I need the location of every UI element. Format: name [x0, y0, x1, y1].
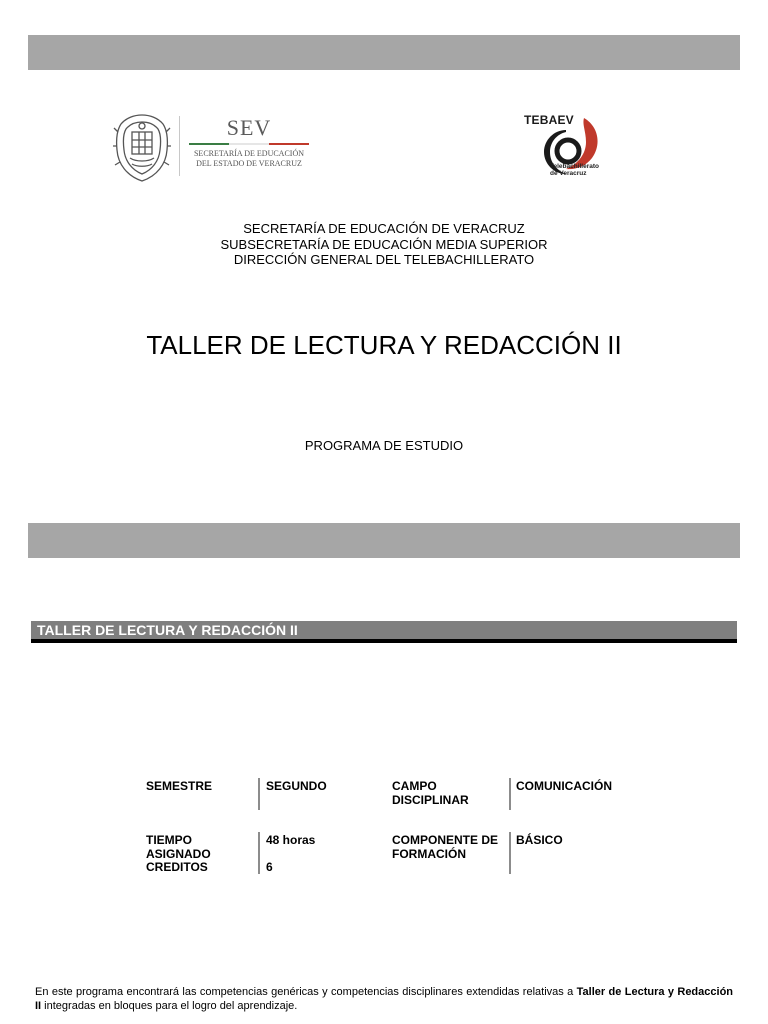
componente-formacion-label: [392, 834, 498, 861]
info-divider-2: [509, 778, 511, 810]
course-title-bar-rule: [31, 639, 737, 643]
info-divider-1: [258, 778, 260, 810]
course-title-bar-text: TALLER DE LECTURA Y REDACCIÓN II: [37, 622, 298, 638]
tebaev-subtitle-line-1: Telebachillerato: [550, 163, 600, 170]
tebaev-subtitle-line-2: de Veracruz: [550, 170, 587, 177]
top-gray-band: [28, 35, 740, 70]
campo-label-line-2: DISCIPLINAR: [392, 792, 469, 807]
campo-disciplinar-label: [392, 780, 469, 807]
info-divider-4: [509, 832, 511, 874]
tiempo-label-line-2: ASIGNADO: [146, 846, 211, 861]
semestre-label: SEMESTRE: [146, 779, 213, 793]
middle-gray-band: [28, 523, 740, 558]
sev-logo-line-2: DEL ESTADO DE VERACRUZ: [196, 159, 302, 168]
tiempo-creditos-label: [146, 834, 211, 875]
semestre-value: SEGUNDO: [266, 779, 327, 793]
flag-stripe-red: [269, 143, 309, 145]
flag-stripe-white: [229, 143, 269, 145]
componente-label-line-2: FORMACIÓN: [392, 846, 466, 861]
tebaev-name: TEBAEV: [524, 113, 574, 127]
campo-label-line-1: CAMPO: [392, 779, 437, 793]
sev-logo-line-1: SECRETARÍA DE EDUCACIÓN: [193, 149, 305, 158]
tebaev-subtitle: [550, 163, 599, 177]
creditos-value: 6: [266, 860, 273, 874]
componente-label-line-1: COMPONENTE DE: [392, 833, 499, 847]
sev-logo-divider: [179, 116, 180, 176]
flag-stripe-green: [189, 143, 229, 145]
tiempo-creditos-value: [266, 834, 315, 875]
institution-line-3: DIRECCIÓN GENERAL DEL TELEBACHILLERATO: [233, 252, 535, 267]
document-title: TALLER DE LECTURA Y REDACCIÓN II: [146, 330, 622, 360]
course-title-bar: [31, 621, 737, 639]
flag-stripes: [189, 143, 309, 145]
intro-text-before: En este programa encontrará las competencias genéricas y competencias disciplinares extendidas relativas a: [35, 986, 577, 998]
intro-text-after: integradas en bloques para el logro del aprendizaje.: [41, 999, 298, 1012]
institution-line-1: SECRETARÍA DE EDUCACIÓN DE VERACRUZ: [243, 221, 525, 236]
creditos-label: CREDITOS: [146, 860, 208, 874]
sev-acronym: SEV: [226, 115, 272, 140]
veracruz-coat-of-arms-icon: [112, 112, 172, 184]
document-subtitle: PROGRAMA DE ESTUDIO: [304, 438, 464, 453]
intro-paragraph: [35, 986, 733, 1013]
sev-logo: [107, 108, 317, 186]
tebaev-logo: [520, 108, 610, 184]
componente-formacion-value: BÁSICO: [516, 833, 563, 847]
info-divider-3: [258, 832, 260, 874]
campo-disciplinar-value: COMUNICACIÓN: [516, 779, 612, 793]
tiempo-label-line-1: TIEMPO: [146, 833, 193, 847]
intro-bold-course-name: Taller de Lectura y Redacción II: [35, 986, 734, 1012]
institution-line-2: SUBSECRETARÍA DE EDUCACIÓN MEDIA SUPERIOR: [220, 237, 548, 252]
tiempo-value: 48 horas: [266, 833, 316, 847]
